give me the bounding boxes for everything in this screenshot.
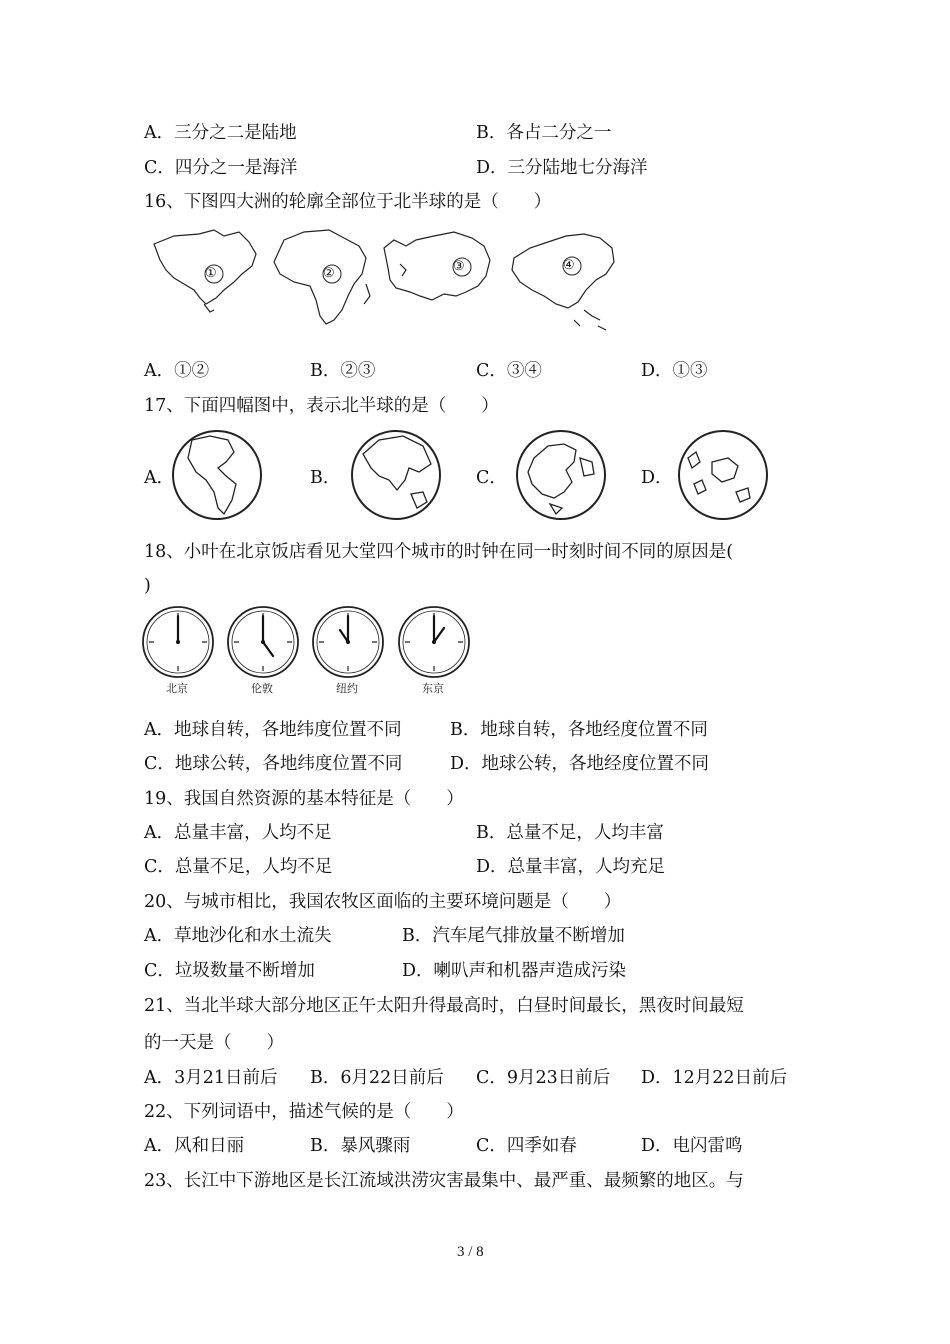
q18-option-b: B．地球自转，各地经度位置不同 bbox=[450, 720, 708, 740]
q22-option-b: B．暴风骤雨 bbox=[310, 1136, 411, 1156]
q19-option-d: D．总量丰富，人均充足 bbox=[476, 857, 666, 877]
q15-option-c: C．四分之一是海洋 bbox=[144, 158, 298, 178]
globe-a-figure bbox=[170, 428, 264, 522]
globe-d-figure bbox=[676, 428, 770, 522]
clock-label-london: 伦敦 bbox=[251, 682, 273, 695]
q23-stem-line1: 23、长江中下游地区是长江流域洪涝灾害最集中、最严重、最频繁的地区。与 bbox=[144, 1171, 744, 1191]
clock-label-newyork: 纽约 bbox=[336, 682, 358, 695]
clock-london-hands bbox=[263, 616, 273, 656]
q21-option-d: D．12月22日前后 bbox=[641, 1068, 788, 1088]
clock-label-tokyo: 东京 bbox=[422, 682, 444, 695]
q21-stem-line1: 21、当北半球大部分地区正午太阳升得最高时，白昼时间最长，黑夜时间最短 bbox=[144, 996, 744, 1016]
q18-option-c: C．地球公转，各地纬度位置不同 bbox=[144, 754, 403, 774]
q17-option-b: B． bbox=[310, 468, 341, 488]
clock-tokyo-hands bbox=[434, 616, 444, 642]
clocks-figure bbox=[140, 604, 480, 680]
q18-option-a: A．地球自转，各地纬度位置不同 bbox=[144, 720, 402, 740]
q18-option-d: D．地球公转，各地经度位置不同 bbox=[450, 754, 710, 774]
q17-option-d: D． bbox=[641, 468, 673, 488]
q16-option-a: A．①② bbox=[144, 361, 210, 381]
q22-stem: 22、下列词语中，描述气候的是（ ） bbox=[144, 1102, 464, 1122]
q19-option-c: C．总量不足，人均不足 bbox=[144, 857, 333, 877]
map-label-3: ③ bbox=[453, 259, 465, 274]
map-label-4: ④ bbox=[563, 258, 575, 273]
q18-stem-line1: 18、小叶在北京饭店看见大堂四个城市的时钟在同一时刻时间不同的原因是( bbox=[144, 542, 734, 562]
q21-option-c: C．9月23日前后 bbox=[476, 1068, 611, 1088]
q17-option-c: C． bbox=[476, 468, 507, 488]
q17-option-a: A． bbox=[144, 468, 175, 488]
q20-option-b: B．汽车尾气排放量不断增加 bbox=[402, 926, 625, 946]
europe-outline bbox=[384, 232, 490, 300]
q15-option-b: B．各占二分之一 bbox=[476, 123, 612, 143]
africa-outline bbox=[274, 230, 366, 324]
q20-stem: 20、与城市相比，我国农牧区面临的主要环境问题是（ ） bbox=[144, 892, 622, 912]
map-label-2: ② bbox=[323, 266, 335, 281]
q21-option-a: A．3月21日前后 bbox=[144, 1068, 278, 1088]
map-label-1: ① bbox=[205, 266, 217, 281]
globe-b-figure bbox=[349, 428, 443, 522]
q18-stem-line2: ) bbox=[144, 576, 151, 596]
q17-stem: 17、下面四幅图中，表示北半球的是（ ） bbox=[144, 396, 499, 416]
q15-option-d: D．三分陆地七分海洋 bbox=[476, 158, 648, 178]
q22-option-d: D．电闪雷鸣 bbox=[641, 1136, 743, 1156]
q20-option-a: A．草地沙化和水土流失 bbox=[144, 926, 332, 946]
page-number: 3 / 8 bbox=[457, 1244, 484, 1260]
q20-option-d: D．喇叭声和机器声造成污染 bbox=[402, 961, 627, 981]
globe-c-figure bbox=[514, 428, 608, 522]
q22-option-a: A．风和日丽 bbox=[144, 1136, 245, 1156]
q21-option-b: B．6月22日前后 bbox=[310, 1068, 444, 1088]
q19-stem: 19、我国自然资源的基本特征是（ ） bbox=[144, 789, 464, 809]
q19-option-b: B．总量不足，人均丰富 bbox=[476, 823, 664, 843]
q19-option-a: A．总量丰富，人均不足 bbox=[144, 823, 332, 843]
q22-option-c: C．四季如春 bbox=[476, 1136, 577, 1156]
q15-option-a: A．三分之二是陆地 bbox=[144, 123, 297, 143]
q16-stem: 16、下图四大洲的轮廓全部位于北半球的是（ ） bbox=[144, 192, 552, 212]
q20-option-c: C．垃圾数量不断增加 bbox=[144, 961, 315, 981]
q16-option-c: C．③④ bbox=[476, 361, 542, 381]
q16-option-d: D．①③ bbox=[641, 361, 708, 381]
clock-newyork-hands bbox=[340, 616, 348, 642]
clock-label-beijing: 北京 bbox=[166, 682, 188, 695]
q21-stem-line2: 的一天是（ ） bbox=[144, 1033, 284, 1053]
q16-option-b: B．②③ bbox=[310, 361, 376, 381]
